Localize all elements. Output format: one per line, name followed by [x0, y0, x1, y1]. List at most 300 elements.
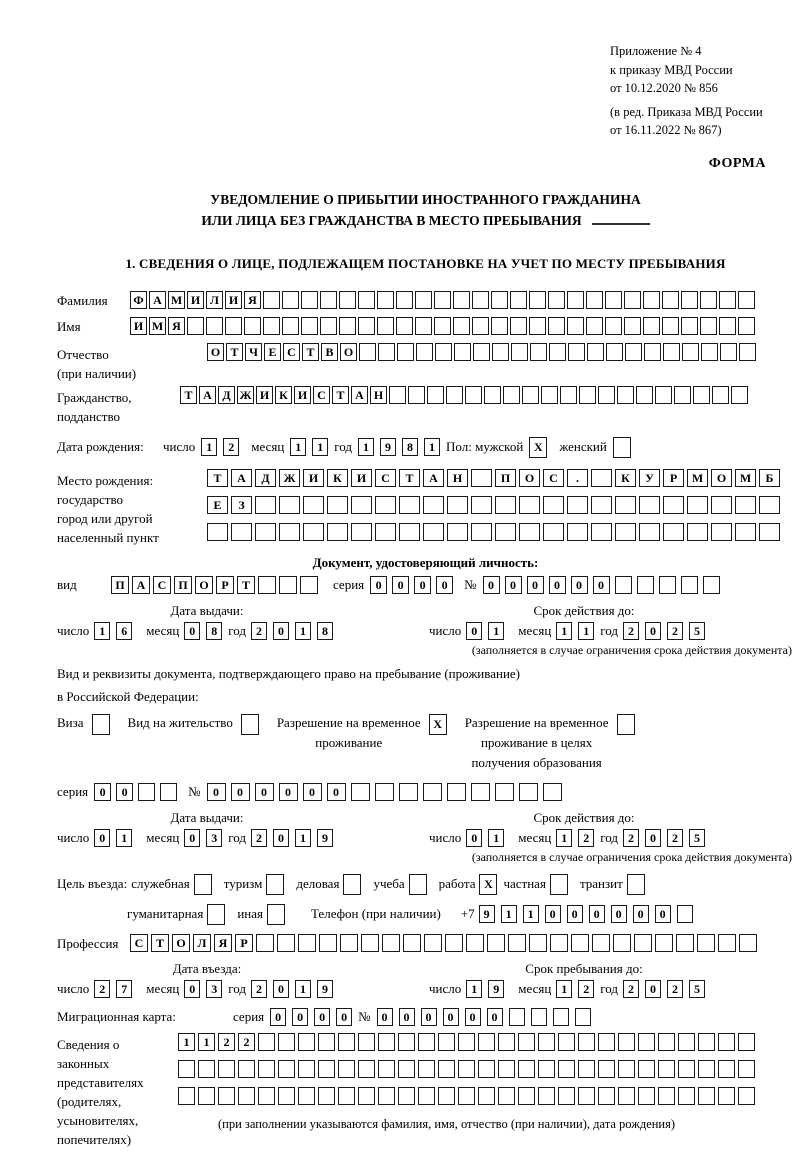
char-cell[interactable]: П — [174, 576, 192, 594]
char-cell[interactable] — [625, 343, 642, 361]
char-cell[interactable]: Е — [207, 496, 228, 514]
purpose-humanitarian-checkbox[interactable] — [207, 904, 227, 925]
char-cell[interactable] — [578, 1087, 595, 1105]
char-cell[interactable]: 6 — [116, 622, 132, 640]
char-cell[interactable] — [207, 523, 228, 541]
char-cell[interactable] — [548, 291, 565, 309]
char-cell[interactable]: 1 — [312, 438, 328, 456]
phone-cells[interactable] — [479, 905, 699, 923]
char-cell[interactable] — [358, 1033, 375, 1051]
char-cell[interactable]: А — [149, 291, 166, 309]
char-cell[interactable] — [718, 1087, 735, 1105]
char-cell[interactable]: Н — [370, 386, 387, 404]
char-cell[interactable] — [399, 523, 420, 541]
char-cell[interactable] — [435, 343, 452, 361]
char-cell[interactable] — [471, 523, 492, 541]
char-cell[interactable] — [409, 874, 427, 895]
char-cell[interactable]: 5 — [689, 980, 705, 998]
char-cell[interactable] — [568, 343, 585, 361]
char-cell[interactable] — [255, 523, 276, 541]
char-cell[interactable]: Т — [151, 934, 169, 952]
char-cell[interactable] — [658, 1087, 675, 1105]
char-cell[interactable] — [241, 714, 259, 735]
id-expiry-day-cells[interactable] — [466, 622, 510, 640]
char-cell[interactable] — [491, 291, 508, 309]
char-cell[interactable] — [279, 576, 297, 594]
char-cell[interactable]: 1 — [466, 980, 482, 998]
char-cell[interactable]: 9 — [488, 980, 504, 998]
char-cell[interactable] — [639, 523, 660, 541]
purpose-private-checkbox[interactable] — [550, 874, 570, 895]
char-cell[interactable] — [320, 291, 337, 309]
char-cell[interactable] — [359, 343, 376, 361]
char-cell[interactable] — [351, 523, 372, 541]
char-cell[interactable] — [399, 783, 418, 801]
char-cell[interactable] — [567, 291, 584, 309]
char-cell[interactable]: 2 — [667, 829, 683, 847]
char-cell[interactable] — [282, 291, 299, 309]
char-cell[interactable] — [615, 523, 636, 541]
char-cell[interactable]: С — [543, 469, 564, 487]
char-cell[interactable] — [618, 1033, 635, 1051]
char-cell[interactable] — [206, 317, 223, 335]
char-cell[interactable] — [398, 1033, 415, 1051]
char-cell[interactable] — [618, 1087, 635, 1105]
char-cell[interactable] — [351, 783, 370, 801]
char-cell[interactable] — [403, 934, 421, 952]
char-cell[interactable] — [378, 1087, 395, 1105]
char-cell[interactable]: 2 — [251, 622, 267, 640]
purpose-work-checkbox[interactable] — [479, 874, 499, 895]
char-cell[interactable]: 0 — [549, 576, 566, 594]
char-cell[interactable] — [560, 386, 577, 404]
char-cell[interactable] — [530, 343, 547, 361]
char-cell[interactable] — [498, 1033, 515, 1051]
char-cell[interactable] — [327, 523, 348, 541]
char-cell[interactable] — [279, 496, 300, 514]
char-cell[interactable]: Я — [244, 291, 261, 309]
char-cell[interactable] — [711, 496, 732, 514]
char-cell[interactable]: 2 — [578, 980, 594, 998]
char-cell[interactable]: 0 — [465, 1008, 481, 1026]
char-cell[interactable] — [484, 386, 501, 404]
char-cell[interactable]: 1 — [523, 905, 539, 923]
char-cell[interactable] — [418, 1060, 435, 1078]
stay-until-month-cells[interactable] — [556, 980, 600, 998]
char-cell[interactable]: 5 — [689, 829, 705, 847]
char-cell[interactable] — [358, 1087, 375, 1105]
char-cell[interactable]: 0 — [314, 1008, 330, 1026]
char-cell[interactable] — [258, 1033, 275, 1051]
char-cell[interactable]: 9 — [380, 438, 396, 456]
representatives-line3[interactable] — [178, 1087, 758, 1105]
char-cell[interactable] — [701, 343, 718, 361]
char-cell[interactable] — [567, 523, 588, 541]
char-cell[interactable] — [454, 343, 471, 361]
stay-until-day-cells[interactable] — [466, 980, 510, 998]
char-cell[interactable] — [549, 343, 566, 361]
char-cell[interactable] — [263, 317, 280, 335]
char-cell[interactable]: М — [168, 291, 185, 309]
char-cell[interactable]: 0 — [370, 576, 387, 594]
char-cell[interactable]: 9 — [317, 829, 333, 847]
char-cell[interactable] — [438, 1060, 455, 1078]
char-cell[interactable] — [423, 783, 442, 801]
char-cell[interactable] — [471, 783, 490, 801]
char-cell[interactable] — [187, 317, 204, 335]
char-cell[interactable] — [644, 343, 661, 361]
char-cell[interactable]: И — [351, 469, 372, 487]
char-cell[interactable] — [558, 1060, 575, 1078]
char-cell[interactable] — [712, 386, 729, 404]
char-cell[interactable] — [698, 1087, 715, 1105]
stay-issue-day-cells[interactable] — [94, 829, 138, 847]
char-cell[interactable] — [697, 934, 715, 952]
char-cell[interactable] — [543, 783, 562, 801]
char-cell[interactable] — [194, 874, 212, 895]
char-cell[interactable] — [617, 714, 635, 735]
char-cell[interactable] — [319, 934, 337, 952]
char-cell[interactable] — [415, 291, 432, 309]
char-cell[interactable] — [663, 343, 680, 361]
birth-year-cells[interactable] — [358, 438, 446, 456]
char-cell[interactable] — [567, 496, 588, 514]
char-cell[interactable] — [615, 576, 632, 594]
char-cell[interactable] — [298, 1033, 315, 1051]
char-cell[interactable]: Н — [447, 469, 468, 487]
char-cell[interactable]: 0 — [483, 576, 500, 594]
char-cell[interactable] — [606, 343, 623, 361]
temp-residence-checkbox[interactable] — [429, 713, 449, 735]
char-cell[interactable] — [447, 496, 468, 514]
char-cell[interactable] — [681, 576, 698, 594]
char-cell[interactable]: 0 — [399, 1008, 415, 1026]
char-cell[interactable] — [711, 523, 732, 541]
surname-cells[interactable] — [130, 291, 757, 309]
char-cell[interactable]: 0 — [545, 905, 561, 923]
char-cell[interactable] — [682, 343, 699, 361]
char-cell[interactable] — [138, 783, 155, 801]
char-cell[interactable] — [543, 496, 564, 514]
char-cell[interactable]: В — [321, 343, 338, 361]
char-cell[interactable]: 0 — [571, 576, 588, 594]
char-cell[interactable] — [495, 523, 516, 541]
char-cell[interactable]: А — [351, 386, 368, 404]
char-cell[interactable]: Р — [235, 934, 253, 952]
char-cell[interactable]: 3 — [206, 829, 222, 847]
char-cell[interactable]: Т — [399, 469, 420, 487]
char-cell[interactable] — [298, 934, 316, 952]
char-cell[interactable] — [375, 783, 394, 801]
char-cell[interactable] — [282, 317, 299, 335]
char-cell[interactable] — [256, 934, 274, 952]
char-cell[interactable] — [598, 1060, 615, 1078]
char-cell[interactable]: 0 — [231, 783, 250, 801]
char-cell[interactable]: 0 — [327, 783, 346, 801]
char-cell[interactable] — [478, 1087, 495, 1105]
char-cell[interactable] — [338, 1033, 355, 1051]
char-cell[interactable] — [558, 1087, 575, 1105]
char-cell[interactable]: Т — [237, 576, 255, 594]
char-cell[interactable]: 1 — [116, 829, 132, 847]
char-cell[interactable]: И — [187, 291, 204, 309]
char-cell[interactable]: 2 — [623, 829, 639, 847]
char-cell[interactable] — [720, 343, 737, 361]
visa-checkbox[interactable] — [92, 713, 112, 735]
char-cell[interactable] — [591, 496, 612, 514]
char-cell[interactable]: 0 — [273, 622, 289, 640]
char-cell[interactable] — [605, 291, 622, 309]
char-cell[interactable]: Ф — [130, 291, 147, 309]
char-cell[interactable] — [423, 496, 444, 514]
char-cell[interactable]: 0 — [466, 622, 482, 640]
residence-permit-checkbox[interactable] — [241, 713, 261, 735]
char-cell[interactable] — [553, 1008, 569, 1026]
char-cell[interactable] — [258, 1087, 275, 1105]
id-issue-year-cells[interactable] — [251, 622, 339, 640]
purpose-commercial-checkbox[interactable] — [343, 874, 363, 895]
char-cell[interactable]: Д — [218, 386, 235, 404]
char-cell[interactable]: X — [429, 714, 447, 735]
char-cell[interactable] — [160, 783, 177, 801]
char-cell[interactable]: С — [375, 469, 396, 487]
char-cell[interactable]: 8 — [206, 622, 222, 640]
char-cell[interactable]: Я — [168, 317, 185, 335]
char-cell[interactable] — [541, 386, 558, 404]
stay-series-cells[interactable] — [94, 783, 182, 801]
char-cell[interactable] — [618, 1060, 635, 1078]
char-cell[interactable] — [178, 1087, 195, 1105]
char-cell[interactable]: У — [639, 469, 660, 487]
purpose-tourism-checkbox[interactable] — [266, 874, 286, 895]
char-cell[interactable] — [207, 904, 225, 925]
id-issue-day-cells[interactable] — [94, 622, 138, 640]
char-cell[interactable] — [636, 386, 653, 404]
char-cell[interactable]: 0 — [414, 576, 431, 594]
char-cell[interactable] — [318, 1033, 335, 1051]
char-cell[interactable]: 1 — [94, 622, 110, 640]
char-cell[interactable] — [543, 523, 564, 541]
char-cell[interactable]: 1 — [295, 980, 311, 998]
char-cell[interactable] — [698, 1060, 715, 1078]
temp-residence-education-checkbox[interactable] — [617, 713, 637, 735]
char-cell[interactable] — [471, 469, 492, 487]
char-cell[interactable] — [508, 934, 526, 952]
char-cell[interactable] — [587, 343, 604, 361]
char-cell[interactable] — [498, 1087, 515, 1105]
patronymic-cells[interactable] — [207, 343, 758, 361]
char-cell[interactable] — [198, 1087, 215, 1105]
char-cell[interactable]: 5 — [689, 622, 705, 640]
char-cell[interactable] — [218, 1087, 235, 1105]
char-cell[interactable]: 0 — [443, 1008, 459, 1026]
id-series-cells[interactable] — [370, 576, 458, 594]
char-cell[interactable]: 0 — [303, 783, 322, 801]
char-cell[interactable] — [423, 523, 444, 541]
char-cell[interactable]: 1 — [488, 622, 504, 640]
char-cell[interactable] — [438, 1033, 455, 1051]
char-cell[interactable] — [735, 496, 756, 514]
char-cell[interactable] — [424, 934, 442, 952]
char-cell[interactable] — [418, 1087, 435, 1105]
char-cell[interactable]: И — [303, 469, 324, 487]
char-cell[interactable]: . — [567, 469, 588, 487]
char-cell[interactable] — [339, 291, 356, 309]
char-cell[interactable]: 0 — [94, 829, 110, 847]
char-cell[interactable] — [339, 317, 356, 335]
char-cell[interactable] — [408, 386, 425, 404]
char-cell[interactable] — [639, 496, 660, 514]
char-cell[interactable]: К — [275, 386, 292, 404]
birth-day-cells[interactable] — [201, 438, 245, 456]
char-cell[interactable]: X — [479, 874, 497, 895]
char-cell[interactable] — [375, 496, 396, 514]
char-cell[interactable] — [255, 496, 276, 514]
char-cell[interactable] — [278, 1060, 295, 1078]
char-cell[interactable]: X — [529, 437, 547, 458]
birth-month-cells[interactable] — [290, 438, 334, 456]
char-cell[interactable] — [511, 343, 528, 361]
char-cell[interactable] — [698, 1033, 715, 1051]
entry-year-cells[interactable] — [251, 980, 339, 998]
char-cell[interactable] — [398, 1087, 415, 1105]
char-cell[interactable]: 0 — [567, 905, 583, 923]
char-cell[interactable] — [519, 496, 540, 514]
char-cell[interactable] — [478, 1033, 495, 1051]
char-cell[interactable] — [738, 1060, 755, 1078]
char-cell[interactable] — [531, 1008, 547, 1026]
name-cells[interactable] — [130, 317, 757, 335]
char-cell[interactable] — [510, 317, 527, 335]
char-cell[interactable] — [624, 291, 641, 309]
char-cell[interactable]: 1 — [488, 829, 504, 847]
char-cell[interactable] — [378, 1060, 395, 1078]
char-cell[interactable]: 0 — [392, 576, 409, 594]
char-cell[interactable] — [687, 523, 708, 541]
char-cell[interactable] — [731, 386, 748, 404]
char-cell[interactable] — [418, 1033, 435, 1051]
char-cell[interactable]: 1 — [556, 829, 572, 847]
char-cell[interactable] — [378, 343, 395, 361]
char-cell[interactable] — [548, 317, 565, 335]
purpose-other-checkbox[interactable] — [267, 904, 287, 925]
char-cell[interactable] — [703, 576, 720, 594]
profession-cells[interactable] — [130, 934, 760, 952]
char-cell[interactable] — [358, 317, 375, 335]
char-cell[interactable]: М — [735, 469, 756, 487]
char-cell[interactable]: 1 — [424, 438, 440, 456]
char-cell[interactable]: 0 — [611, 905, 627, 923]
stay-until-year-cells[interactable] — [623, 980, 711, 998]
char-cell[interactable] — [677, 905, 693, 923]
char-cell[interactable] — [447, 523, 468, 541]
char-cell[interactable] — [503, 386, 520, 404]
id-expiry-month-cells[interactable] — [556, 622, 600, 640]
char-cell[interactable]: 0 — [421, 1008, 437, 1026]
char-cell[interactable] — [638, 1060, 655, 1078]
char-cell[interactable]: 2 — [623, 622, 639, 640]
char-cell[interactable] — [492, 343, 509, 361]
char-cell[interactable] — [538, 1087, 555, 1105]
char-cell[interactable] — [579, 386, 596, 404]
char-cell[interactable] — [759, 496, 780, 514]
char-cell[interactable] — [655, 934, 673, 952]
char-cell[interactable] — [491, 317, 508, 335]
char-cell[interactable]: 0 — [589, 905, 605, 923]
char-cell[interactable]: 9 — [317, 980, 333, 998]
stay-expiry-month-cells[interactable] — [556, 829, 600, 847]
birth-place-line2[interactable] — [207, 496, 783, 514]
char-cell[interactable] — [586, 317, 603, 335]
char-cell[interactable] — [659, 576, 676, 594]
char-cell[interactable] — [637, 576, 654, 594]
char-cell[interactable] — [662, 291, 679, 309]
char-cell[interactable]: А — [199, 386, 216, 404]
char-cell[interactable]: Е — [264, 343, 281, 361]
char-cell[interactable] — [298, 1060, 315, 1078]
char-cell[interactable] — [398, 1060, 415, 1078]
char-cell[interactable]: Т — [302, 343, 319, 361]
char-cell[interactable] — [225, 317, 242, 335]
char-cell[interactable] — [567, 317, 584, 335]
char-cell[interactable] — [627, 874, 645, 895]
char-cell[interactable]: 1 — [556, 980, 572, 998]
char-cell[interactable]: 2 — [238, 1033, 255, 1051]
char-cell[interactable] — [473, 343, 490, 361]
char-cell[interactable] — [681, 291, 698, 309]
char-cell[interactable]: 0 — [292, 1008, 308, 1026]
id-expiry-year-cells[interactable] — [623, 622, 711, 640]
char-cell[interactable] — [739, 343, 756, 361]
char-cell[interactable] — [301, 317, 318, 335]
char-cell[interactable] — [550, 874, 568, 895]
char-cell[interactable] — [446, 386, 463, 404]
char-cell[interactable] — [634, 934, 652, 952]
char-cell[interactable]: О — [340, 343, 357, 361]
char-cell[interactable]: А — [231, 469, 252, 487]
birth-place-line3[interactable] — [207, 523, 783, 541]
char-cell[interactable]: 0 — [184, 622, 200, 640]
char-cell[interactable] — [529, 291, 546, 309]
char-cell[interactable]: Ч — [245, 343, 262, 361]
char-cell[interactable] — [550, 934, 568, 952]
char-cell[interactable]: П — [495, 469, 516, 487]
char-cell[interactable] — [598, 386, 615, 404]
char-cell[interactable]: С — [130, 934, 148, 952]
char-cell[interactable] — [738, 1033, 755, 1051]
char-cell[interactable] — [258, 576, 276, 594]
char-cell[interactable]: 1 — [358, 438, 374, 456]
char-cell[interactable]: 1 — [295, 622, 311, 640]
purpose-study-checkbox[interactable] — [409, 874, 429, 895]
char-cell[interactable] — [218, 1060, 235, 1078]
char-cell[interactable] — [529, 934, 547, 952]
char-cell[interactable] — [278, 1087, 295, 1105]
char-cell[interactable]: 0 — [184, 829, 200, 847]
representatives-line2[interactable] — [178, 1060, 758, 1078]
char-cell[interactable] — [231, 523, 252, 541]
char-cell[interactable]: 2 — [251, 980, 267, 998]
char-cell[interactable] — [510, 291, 527, 309]
char-cell[interactable]: И — [256, 386, 273, 404]
char-cell[interactable] — [617, 386, 634, 404]
char-cell[interactable] — [427, 386, 444, 404]
char-cell[interactable]: 0 — [270, 1008, 286, 1026]
purpose-transit-checkbox[interactable] — [627, 874, 647, 895]
char-cell[interactable] — [529, 317, 546, 335]
char-cell[interactable] — [495, 783, 514, 801]
char-cell[interactable] — [598, 1033, 615, 1051]
